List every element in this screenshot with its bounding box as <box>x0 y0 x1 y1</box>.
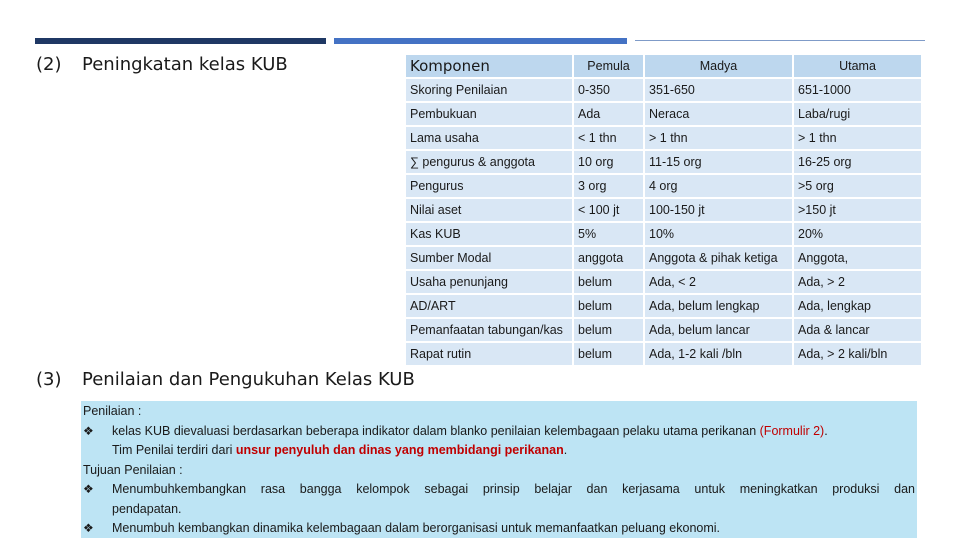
section-title: Peningkatan kelas KUB <box>82 54 288 75</box>
table-cell: Usaha penunjang <box>406 271 572 293</box>
table-cell: ∑ pengurus & anggota <box>406 151 572 173</box>
table-row <box>406 151 921 173</box>
table-cell: < 1 thn <box>574 127 643 149</box>
table-cell: 5% <box>574 223 643 245</box>
table-row <box>406 199 921 221</box>
penilaian-title: Penilaian : <box>83 404 142 418</box>
section-heading-3 <box>36 369 415 390</box>
table-cell: Ada, lengkap <box>794 295 921 317</box>
table-cell: Ada, < 2 <box>645 271 792 293</box>
item-text: Tim Penilai terdiri dari <box>112 443 236 457</box>
table-cell: Neraca <box>645 103 792 125</box>
table-cell: Pemanfaatan tabungan/kas <box>406 319 572 341</box>
table-cell: Ada, > 2 kali/bln <box>794 343 921 365</box>
table-cell: < 100 jt <box>574 199 643 221</box>
table-cell: 20% <box>794 223 921 245</box>
table-row <box>406 79 921 101</box>
table-row <box>406 223 921 245</box>
table-cell: Ada, belum lengkap <box>645 295 792 317</box>
table-cell: >150 jt <box>794 199 921 221</box>
list-item-text <box>112 480 915 519</box>
list-item <box>83 519 915 539</box>
table-cell: Nilai aset <box>406 199 572 221</box>
table-header-row <box>406 55 921 77</box>
table-row <box>406 343 921 365</box>
assessment-info-box <box>81 401 917 538</box>
table-cell: 10 org <box>574 151 643 173</box>
table-cell: anggota <box>574 247 643 269</box>
accent-bar-blue <box>334 38 627 44</box>
list-item <box>83 480 915 519</box>
table-cell: Skoring Penilaian <box>406 79 572 101</box>
table-header-cell: Komponen <box>406 55 572 77</box>
list-item-text: Menumbuh kembangkan dinamika kelembagaan dalam berorganisasi untuk memanfaatkan peluang ekonomi. <box>112 521 721 535</box>
table-cell: Ada, belum lancar <box>645 319 792 341</box>
assessor-team-highlight: unsur penyuluh dan dinas yang membidangi perikanan <box>235 443 564 457</box>
table-cell: Kas KUB <box>406 223 572 245</box>
section-number: (3) <box>36 369 62 390</box>
table-cell: Ada & lancar <box>794 319 921 341</box>
table-row <box>406 295 921 317</box>
section-number: (2) <box>36 54 62 75</box>
table-cell: Ada, 1-2 kali /bln <box>645 343 792 365</box>
table-header-cell: Utama <box>794 55 921 77</box>
table-cell: Ada <box>574 103 643 125</box>
table-cell: 4 org <box>645 175 792 197</box>
table-row <box>406 127 921 149</box>
item-text: . <box>824 423 828 438</box>
table-cell: 100-150 jt <box>645 199 792 221</box>
table-cell: Ada, > 2 <box>794 271 921 293</box>
table-cell: belum <box>574 271 643 293</box>
list-item <box>83 422 915 461</box>
section-title: Penilaian dan Pengukuhan Kelas KUB <box>82 369 415 390</box>
diamond-bullet-icon: ❖ <box>83 521 94 535</box>
table-cell: Rapat rutin <box>406 343 572 365</box>
table-cell: 651-1000 <box>794 79 921 101</box>
table-cell: Laba/rugi <box>794 103 921 125</box>
table-cell: AD/ART <box>406 295 572 317</box>
tujuan-title: Tujuan Penilaian : <box>83 462 183 477</box>
item-text: kelas KUB dievaluasi berdasarkan beberapa indikator dalam blanko penilaian kelembagaan pelaku utama perikanan <box>112 423 760 438</box>
table-row <box>406 247 921 269</box>
table-cell: > 1 thn <box>794 127 921 149</box>
table-cell: 351-650 <box>645 79 792 101</box>
accent-bar-dark <box>35 38 326 44</box>
table-cell: >5 org <box>794 175 921 197</box>
table-cell: Anggota & pihak ketiga <box>645 247 792 269</box>
table-cell: 10% <box>645 223 792 245</box>
table-cell: 11-15 org <box>645 151 792 173</box>
list-item-text <box>112 422 915 461</box>
table-row <box>406 271 921 293</box>
table-cell: Pembukuan <box>406 103 572 125</box>
section-heading-2 <box>36 54 288 75</box>
table-row <box>406 175 921 197</box>
diamond-bullet-icon: ❖ <box>83 482 94 496</box>
table-cell: 16-25 org <box>794 151 921 173</box>
table-cell: Anggota, <box>794 247 921 269</box>
item-text: . <box>563 443 568 457</box>
table-cell: > 1 thn <box>645 127 792 149</box>
table-cell: 3 org <box>574 175 643 197</box>
table-cell: Pengurus <box>406 175 572 197</box>
table-row <box>406 103 921 125</box>
table-header-cell: Pemula <box>574 55 643 77</box>
table-cell: belum <box>574 319 643 341</box>
formulir-reference: (Formulir 2) <box>759 423 825 438</box>
table-cell: 0-350 <box>574 79 643 101</box>
item-text: pendapatan. <box>112 501 182 516</box>
kub-class-table <box>404 53 923 367</box>
item-text: Menumbuhkembangkan rasa bangga kelompok sebagai prinsip belajar dan kerjasama untuk meningkatkan produksi dan <box>112 482 915 496</box>
table-row <box>406 319 921 341</box>
accent-line-light <box>635 40 925 41</box>
table-cell: belum <box>574 295 643 317</box>
diamond-bullet-icon: ❖ <box>83 423 94 438</box>
table-cell: Lama usaha <box>406 127 572 149</box>
table-cell: Sumber Modal <box>406 247 572 269</box>
table-header-cell: Madya <box>645 55 792 77</box>
table-cell: belum <box>574 343 643 365</box>
